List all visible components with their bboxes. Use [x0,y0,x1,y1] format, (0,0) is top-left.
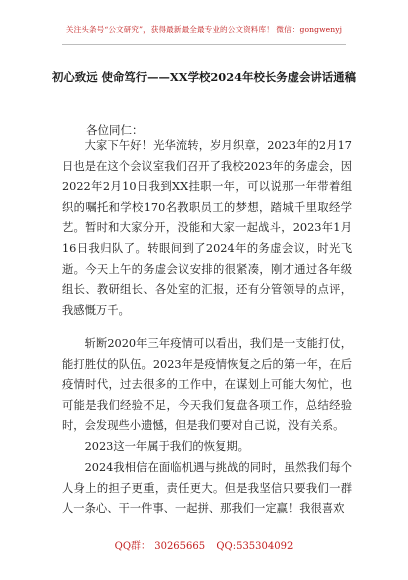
footer-qq-group: QQ群： 30265665 [114,541,206,552]
footer-contact [0,537,408,552]
document-title: 初心致远 使命笃行——XX学校2024年校长务虚会讲话通稿 [52,70,356,84]
body-paragraph: 大家下午好！光华流转，岁月织章，2023年的2月17日也是在这个会议室我们召开了我校2023年的务虚会，因2022年2月10日我到XX挂职一年，可以说那一年带着组织的嘱托和学校170名教职员工的梦想，踏城千里取经学艺。暂时和大家分开，没能和大家一起战斗，2023年1月16日我归队了。转眼间到了2024年的务虚会议，时光飞逝。今天上午的务虚会议安排的很紧凑，刚才通过各年级组长、教研组长、各处室的汇报，还有分管领导的点评，我感慨万千。 [62,139,352,317]
body-paragraph: 2024我相信在面临机遇与挑战的同时，虽然我们每个人身上的担子更重，责任更大。但是我坚信只要我们一群人一条心、干一件事、一起拼、那我们一定赢！我很喜欢 [62,461,352,516]
salutation: 各位同仁： [86,123,144,137]
header-divider [62,44,346,45]
header-note: 关注头条号“公文研究”，获得最新最全最专业的公文资料库！ 微信：gongwenyj [65,25,343,34]
footer-qq-number: QQ:535304092 [216,541,294,552]
body-paragraph: 2023这一年属于我们的恢复期。 [84,440,249,453]
body-paragraph: 斩断2020年三年疫情可以看出，我们是一支能打仗，能打胜仗的队伍。2023年是疫情恢复之后的第一年，在后疫情时代，过去很多的工作中，在谋划上可能大匆忙，也可能是我们经验不足，今天我们复盘各项工作，总结经验时，会发现些小遗憾，但是我们要对自己说，没有关系。 [62,337,352,433]
